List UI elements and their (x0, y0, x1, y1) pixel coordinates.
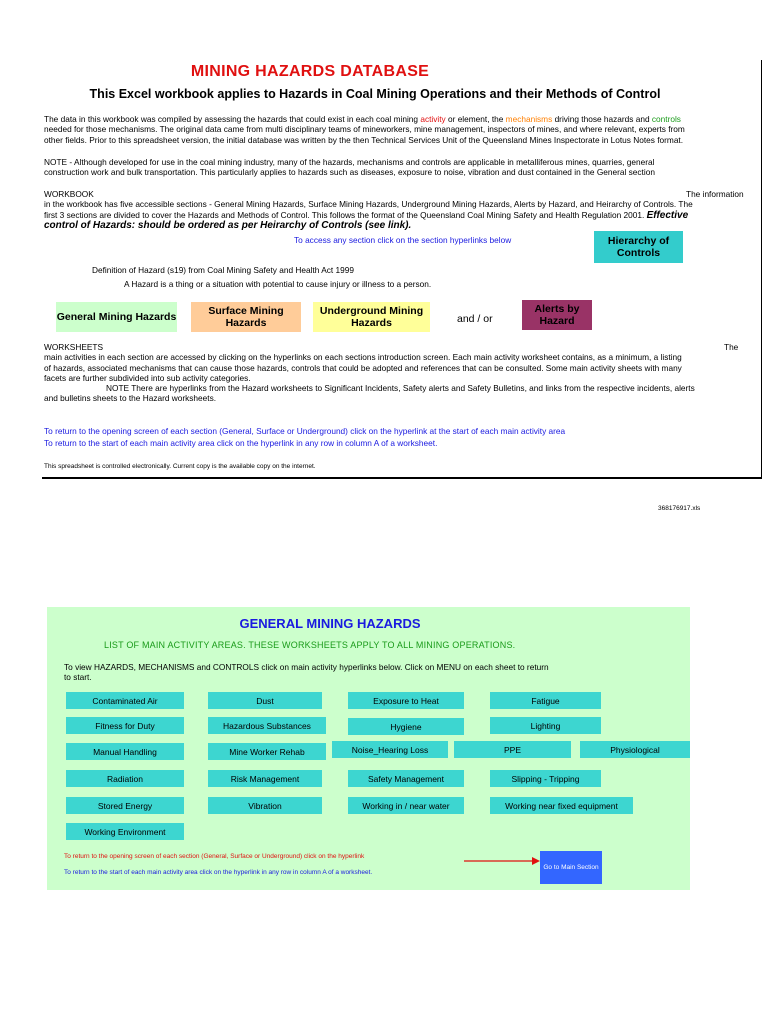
panel-return-instructions-2: To return to the start of each main activity area click on the hyperlink in any row in column A of a worksheet. (64, 869, 373, 876)
workbook-line-3: first 3 sections are divided to cover the Hazards and Methods of Control. This follows the format of the Queensland Coal Mining Safety and Health Regulation 2001. (44, 209, 645, 220)
activity-safety-management[interactable]: Safety Management (348, 770, 464, 787)
and-or-text: and / or (457, 313, 493, 325)
return-instructions-1: To return to the opening screen of each section (General, Surface or Underground) click on the hyperlink at the start of each main activity area (44, 426, 566, 436)
worksheets-line-5: NOTE There are hyperlinks from the Hazard worksheets to Significant Incidents, Safety alerts and Safety Bulletins, and links from the respective incidents, alerts (106, 383, 695, 394)
hierarchy-of-controls-link[interactable]: Hierarchy of Controls (594, 231, 683, 263)
activity-ppe[interactable]: PPE (454, 741, 571, 758)
instructions-line-2: to start. (64, 672, 92, 683)
worksheets-right-text: The (724, 342, 739, 352)
access-instructions: To access any section click on the section hyperlinks below (294, 235, 512, 245)
controls-word: controls (651, 114, 681, 124)
alerts-by-hazard-link[interactable]: Alerts by Hazard (522, 300, 592, 330)
workbook-line-2: in the workbook has five accessible sections - General Mining Hazards, Surface Mining Hazards, Underground Mining Hazards, Alerts by Hazard, and Heirarchy of Controls. The (44, 199, 693, 210)
activity-working-near-fixed-equipment[interactable]: Working near fixed equipment (490, 797, 633, 814)
activity-manual-handling[interactable]: Manual Handling (66, 743, 184, 760)
activity-hazardous-substances[interactable]: Hazardous Substances (208, 717, 326, 734)
activity-physiological[interactable]: Physiological (580, 741, 690, 758)
instructions-line-1: To view HAZARDS, MECHANISMS and CONTROLS click on main activity hyperlinks below. Click on MENU on each sheet to return (64, 662, 549, 672)
activity-risk-management[interactable]: Risk Management (208, 770, 322, 787)
activity-working-near-water[interactable]: Working in / near water (348, 797, 464, 814)
hazard-definition-heading: Definition of Hazard (s19) from Coal Mining Safety and Health Act 1999 (92, 265, 354, 275)
general-panel-instructions (64, 662, 664, 683)
effective-word: Effective (646, 209, 689, 221)
intro-line-3: other fields. Prior to this spreadsheet version, the initial database was written by the then Technical Services Unit of the Queensland Mines Inspectorate in Lotus Notes format. (44, 134, 684, 145)
activity-noise-hearing-loss[interactable]: Noise_Hearing Loss (332, 741, 448, 758)
workbook-label: WORKBOOK (44, 189, 94, 199)
worksheets-label: WORKSHEETS (44, 342, 104, 352)
activity-slipping-tripping[interactable]: Slipping - Tripping (490, 770, 601, 787)
worksheets-line-6: and bulletins sheets to the Hazard worksheets. (44, 393, 217, 404)
return-instructions-2: To return to the start of each main activity area click on the hyperlink in any row in column A of a worksheet. (44, 438, 438, 448)
activity-exposure-to-heat[interactable]: Exposure to Heat (348, 692, 464, 709)
activity-lighting[interactable]: Lighting (490, 717, 601, 734)
file-name: 368176917.xls (658, 505, 701, 512)
activity-stored-energy[interactable]: Stored Energy (66, 797, 184, 814)
workbook-paragraph (44, 189, 756, 231)
intro-text-a: The data in this workbook was compiled by assessing the hazards that could exist in each coal mining (44, 114, 419, 124)
note-paragraph (44, 157, 756, 178)
worksheets-line-4: facets are further subdivided into sub activity categories. (44, 372, 251, 383)
note-line-1: NOTE - Although developed for use in the coal mining industry, many of the hazards, mechanisms and controls are applicable in metalliferous mines, quarries, general (44, 157, 655, 167)
activity-hygiene[interactable]: Hygiene (348, 718, 464, 735)
activity-vibration[interactable]: Vibration (208, 797, 322, 814)
activity-word: activity (420, 114, 446, 124)
activity-fitness-for-duty[interactable]: Fitness for Duty (66, 717, 184, 734)
intro-text-c: driving those hazards and (554, 114, 650, 124)
sheet-border-bottom (42, 477, 762, 479)
intro-line-2: needed for those mechanisms. The original data came from multi disciplinary teams of mineworkers, mine management, inspectors of mines, and where relevant, experts from (44, 124, 685, 135)
general-mining-hazards-link[interactable]: General Mining Hazards (56, 302, 177, 332)
controlled-copy-note: This spreadsheet is controlled electronically. Current copy is the available copy on the internet. (44, 463, 316, 470)
activity-dust[interactable]: Dust (208, 692, 322, 709)
intro-text-b: or element, the (448, 114, 504, 124)
note-line-2: construction work and bulk transportation. This particularly applies to hazards such as diseases, exposure to noise, vibration and dust contained in the General section (44, 167, 655, 178)
worksheets-line-2: main activities in each section are accessed by clicking on the hyperlinks on each sections introduction screen. Each main activity worksheet contains, as a minimum, a listing (44, 352, 682, 363)
page-title: MINING HAZARDS DATABASE (190, 63, 430, 80)
underground-mining-hazards-link[interactable]: Underground Mining Hazards (313, 302, 430, 332)
workbook-line-4: control of Hazards: should be ordered as per Heirarchy of Controls (see link). (44, 219, 412, 231)
activity-radiation[interactable]: Radiation (66, 770, 184, 787)
activity-working-environment[interactable]: Working Environment (66, 823, 184, 840)
worksheets-line-3: of hazards, associated mechanisms that can cause those hazards, controls that could be adopted and references that can be consulted. Some main activity sheets with many (44, 362, 682, 373)
hazard-definition-text: A Hazard is a thing or a situation with potential to cause injury or illness to a person. (124, 279, 432, 289)
intro-paragraph (44, 114, 756, 145)
general-panel-title: GENERAL MINING HAZARDS (239, 616, 421, 631)
worksheets-paragraph (44, 342, 756, 404)
mechanisms-word: mechanisms (505, 114, 553, 124)
surface-mining-hazards-link[interactable]: Surface Mining Hazards (191, 302, 301, 332)
activity-fatigue[interactable]: Fatigue (490, 692, 601, 709)
activity-contaminated-air[interactable]: Contaminated Air (66, 692, 184, 709)
activity-mine-worker-rehab[interactable]: Mine Worker Rehab (208, 743, 326, 760)
general-panel-subtitle: LIST OF MAIN ACTIVITY AREAS. THESE WORKSHEETS APPLY TO ALL MINING OPERATIONS. (104, 640, 516, 650)
workbook-right-text: The information (686, 189, 744, 199)
arrow-right-icon (462, 855, 542, 867)
go-to-main-section-button[interactable]: Go to Main Section (540, 851, 602, 884)
page-subtitle: This Excel workbook applies to Hazards in Coal Mining Operations and their Methods of Control (89, 87, 661, 101)
panel-return-instructions-1: To return to the opening screen of each section (General, Surface or Underground) click on the hyperlink (64, 853, 365, 860)
sheet-border-right (761, 60, 762, 478)
